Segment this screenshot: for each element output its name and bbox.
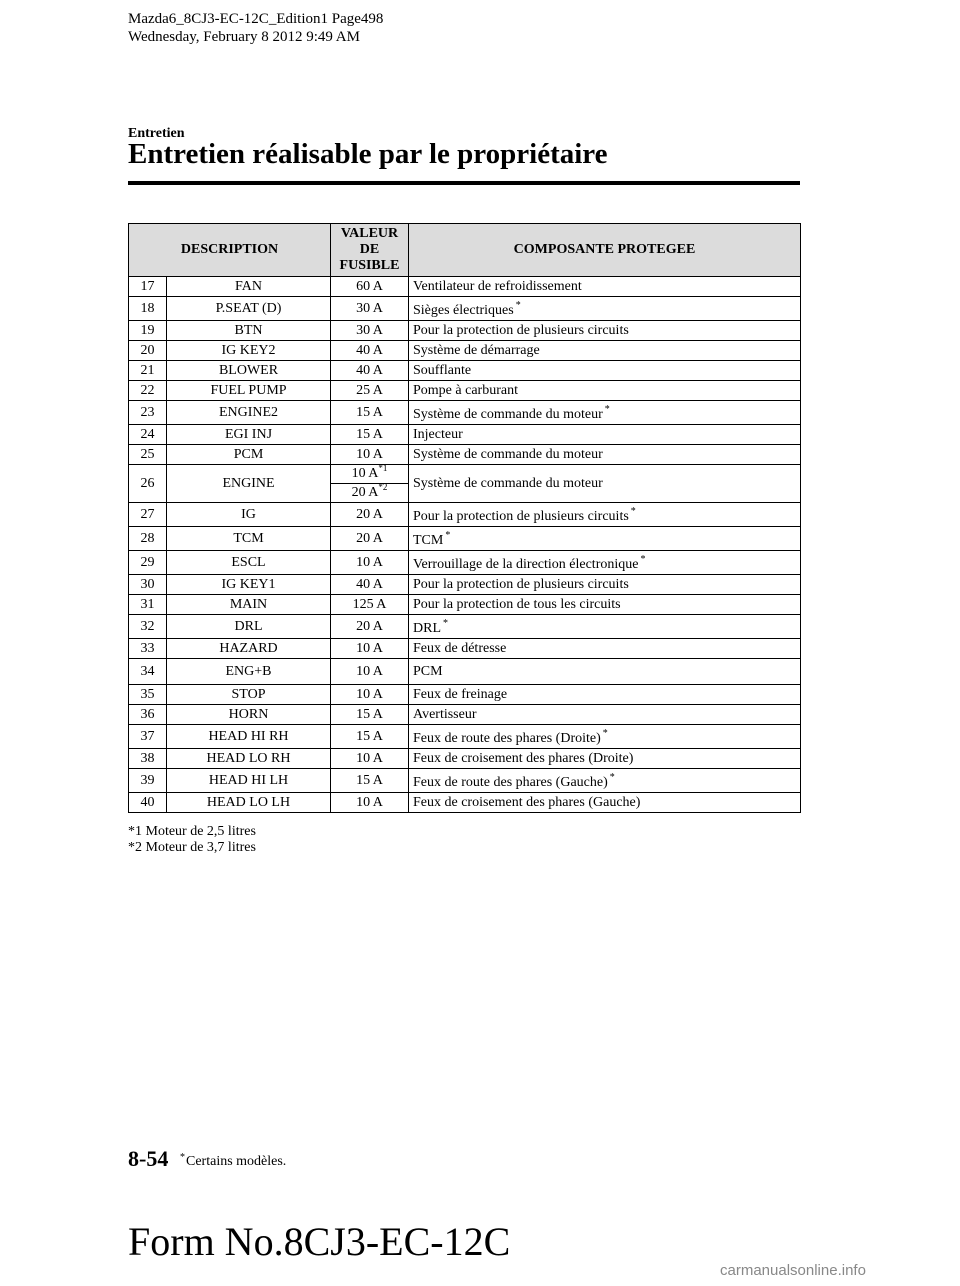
table-row: [129, 659, 801, 685]
protected-component: [409, 725, 801, 749]
print-header-line1: Mazda6_8CJ3-EC-12C_Edition1 Page498: [128, 11, 384, 27]
fuse-description: STOP: [167, 685, 331, 705]
header-description: DESCRIPTION: [129, 224, 331, 277]
fuse-description: DRL: [167, 615, 331, 639]
protected-component-text: Avertisseur: [413, 706, 477, 722]
asterisk-icon: *: [609, 772, 615, 783]
protected-component-text: Pour la protection de plusieurs circuits: [413, 576, 629, 592]
table-row: [129, 595, 801, 615]
form-number: Form No.8CJ3-EC-12C: [128, 1219, 511, 1264]
protected-component: [409, 595, 801, 615]
protected-component: [409, 793, 801, 813]
fuse-description: HEAD LO RH: [167, 749, 331, 769]
fuse-rating: 15 A: [331, 705, 409, 725]
page-note-text: Certains modèles.: [186, 1154, 287, 1169]
watermark: carmanualsonline.info: [720, 1262, 866, 1279]
protected-component: [409, 705, 801, 725]
fuse-number: 32: [129, 615, 167, 639]
table-row: [129, 575, 801, 595]
fuse-description: HEAD LO LH: [167, 793, 331, 813]
fuse-description: FAN: [167, 277, 331, 297]
fuse-number: 37: [129, 725, 167, 749]
section-label: Entretien: [128, 126, 185, 141]
protected-component-text: Pour la protection de plusieurs circuits: [413, 509, 629, 524]
table-row: [129, 503, 801, 527]
table-header-row: [129, 224, 801, 277]
asterisk-icon: *: [604, 404, 610, 415]
protected-component-text: Ventilateur de refroidissement: [413, 278, 582, 294]
page-title: Entretien réalisable par le propriétaire: [128, 138, 608, 170]
footnotes: [128, 824, 256, 856]
fuse-description: P.SEAT (D): [167, 297, 331, 321]
fuse-rating: 30 A: [331, 321, 409, 341]
page-note: [178, 1152, 286, 1170]
table-row: [129, 297, 801, 321]
protected-component: [409, 659, 801, 685]
fuse-number: 19: [129, 321, 167, 341]
protected-component-text: Feux de croisement des phares (Gauche): [413, 794, 641, 810]
fuse-rating: 10 A: [331, 639, 409, 659]
fuse-description: HEAD HI RH: [167, 725, 331, 749]
table-row: [129, 361, 801, 381]
protected-component-text: DRL: [413, 621, 441, 636]
fuse-number: 22: [129, 381, 167, 401]
fuse-number: 28: [129, 527, 167, 551]
fuse-number: 20: [129, 341, 167, 361]
fuse-number: 36: [129, 705, 167, 725]
fuse-description: HEAD HI LH: [167, 769, 331, 793]
fuse-number: 21: [129, 361, 167, 381]
protected-component-text: Feux de freinage: [413, 686, 508, 702]
protected-component: [409, 465, 801, 503]
protected-component-text: Feux de détresse: [413, 640, 507, 656]
table-row: [129, 639, 801, 659]
table-row: [129, 749, 801, 769]
fuse-rating: 40 A: [331, 361, 409, 381]
header-component: COMPOSANTE PROTEGEE: [409, 224, 801, 277]
fuse-rating: 10 A: [331, 659, 409, 685]
fuse-description: HORN: [167, 705, 331, 725]
header-rating-line2: DE: [359, 242, 380, 257]
protected-component: [409, 685, 801, 705]
protected-component-text: Pompe à carburant: [413, 382, 518, 398]
asterisk-icon: *: [445, 530, 451, 541]
fuse-rating: 20 A: [331, 615, 409, 639]
asterisk-icon: *: [443, 618, 448, 629]
title-rule: [128, 181, 800, 185]
protected-component: [409, 321, 801, 341]
protected-component: [409, 297, 801, 321]
header-rating-line3: FUSIBLE: [339, 258, 400, 273]
footnote-1: *1 Moteur de 2,5 litres: [128, 824, 256, 839]
header-rating: [331, 224, 409, 277]
protected-component: [409, 769, 801, 793]
fuse-description: IG: [167, 503, 331, 527]
fuse-description: ENGINE2: [167, 401, 331, 425]
asterisk-icon: *: [602, 728, 608, 739]
fuse-number: 30: [129, 575, 167, 595]
fuse-description: BTN: [167, 321, 331, 341]
footnote-2: *2 Moteur de 3,7 litres: [128, 840, 256, 855]
protected-component-text: Pour la protection de tous les circuits: [413, 596, 621, 612]
protected-component-text: Verrouillage de la direction électronique: [413, 557, 639, 572]
protected-component-text: Injecteur: [413, 426, 463, 442]
fuse-description: ENG+B: [167, 659, 331, 685]
fuse-rating: 15 A: [331, 425, 409, 445]
fuse-description: ESCL: [167, 551, 331, 575]
fuse-rating: 10 A: [331, 551, 409, 575]
fuse-description: IG KEY1: [167, 575, 331, 595]
protected-component: [409, 361, 801, 381]
fuse-number: 31: [129, 595, 167, 615]
table-row: [129, 769, 801, 793]
asterisk-icon: *: [630, 506, 636, 517]
asterisk-icon: *: [515, 300, 521, 311]
fuse-rating: 10 A: [331, 445, 409, 465]
fuse-description: HAZARD: [167, 639, 331, 659]
protected-component: [409, 401, 801, 425]
protected-component-text: Système de démarrage: [413, 342, 540, 358]
fuse-rating: 60 A: [331, 277, 409, 297]
protected-component: [409, 381, 801, 401]
table-row: [129, 725, 801, 749]
fuse-number: 26: [129, 465, 167, 503]
fuse-number: 34: [129, 659, 167, 685]
asterisk-icon: *: [180, 1152, 185, 1163]
fuse-number: 29: [129, 551, 167, 575]
fuse-number: 17: [129, 277, 167, 297]
table-row: [129, 615, 801, 639]
fuse-rating: 10 A: [331, 685, 409, 705]
table-row: [129, 705, 801, 725]
protected-component-text: Feux de route des phares (Droite): [413, 731, 601, 746]
asterisk-icon: *: [640, 554, 646, 565]
protected-component-text: Sièges électriques: [413, 303, 514, 318]
footnote-ref: *2: [378, 482, 388, 492]
fuse-number: 25: [129, 445, 167, 465]
fuse-rating: 15 A: [331, 401, 409, 425]
page-number: 8-54: [128, 1146, 169, 1171]
protected-component: [409, 341, 801, 361]
fuse-table: [128, 223, 801, 813]
fuse-description: FUEL PUMP: [167, 381, 331, 401]
fuse-rating-variant: [331, 484, 408, 502]
fuse-description: PCM: [167, 445, 331, 465]
protected-component-text: Pour la protection de plusieurs circuits: [413, 322, 629, 338]
fuse-rating: 15 A: [331, 769, 409, 793]
protected-component: [409, 425, 801, 445]
protected-component: [409, 551, 801, 575]
fuse-rating: 125 A: [331, 595, 409, 615]
table-row: [129, 277, 801, 297]
table-row: [129, 551, 801, 575]
fuse-rating-split: [331, 465, 409, 503]
protected-component: [409, 277, 801, 297]
table-row: [129, 527, 801, 551]
table-row: [129, 793, 801, 813]
table-row: [129, 321, 801, 341]
protected-component-text: Système de commande du moteur: [413, 446, 603, 462]
fuse-rating: 20 A: [331, 503, 409, 527]
protected-component: [409, 639, 801, 659]
fuse-rating: 20 A: [331, 527, 409, 551]
fuse-description: TCM: [167, 527, 331, 551]
fuse-rating-variant: [331, 465, 408, 484]
fuse-number: 33: [129, 639, 167, 659]
fuse-number: 35: [129, 685, 167, 705]
fuse-rating: 40 A: [331, 575, 409, 595]
fuse-rating-value: 10 A: [351, 466, 379, 481]
protected-component-text: TCM: [413, 533, 444, 548]
fuse-rating: 10 A: [331, 749, 409, 769]
protected-component-text: PCM: [413, 663, 443, 679]
fuse-number: 18: [129, 297, 167, 321]
protected-component: [409, 503, 801, 527]
fuse-description: ENGINE: [167, 465, 331, 503]
table-row: [129, 401, 801, 425]
protected-component: [409, 527, 801, 551]
table-row: [129, 425, 801, 445]
fuse-table-body: [129, 277, 801, 813]
fuse-rating: 25 A: [331, 381, 409, 401]
fuse-description: EGI INJ: [167, 425, 331, 445]
fuse-rating: 30 A: [331, 297, 409, 321]
footnote-ref: *1: [378, 463, 388, 473]
print-header-line2: Wednesday, February 8 2012 9:49 AM: [128, 29, 360, 45]
fuse-rating: 15 A: [331, 725, 409, 749]
fuse-rating: 40 A: [331, 341, 409, 361]
protected-component-text: Système de commande du moteur: [413, 407, 603, 422]
protected-component: [409, 445, 801, 465]
fuse-number: 40: [129, 793, 167, 813]
protected-component-text: Système de commande du moteur: [413, 475, 603, 491]
table-row: [129, 381, 801, 401]
table-row: [129, 685, 801, 705]
table-row: [129, 341, 801, 361]
protected-component: [409, 575, 801, 595]
print-header: [128, 10, 383, 46]
fuse-description: BLOWER: [167, 361, 331, 381]
table-row: [129, 445, 801, 465]
fuse-rating: 10 A: [331, 793, 409, 813]
fuse-number: 38: [129, 749, 167, 769]
protected-component-text: Soufflante: [413, 362, 472, 378]
protected-component-text: Feux de croisement des phares (Droite): [413, 750, 634, 766]
protected-component-text: Feux de route des phares (Gauche): [413, 775, 608, 790]
table-row: [129, 465, 801, 503]
protected-component: [409, 749, 801, 769]
fuse-number: 23: [129, 401, 167, 425]
fuse-number: 39: [129, 769, 167, 793]
header-rating-line1: VALEUR: [340, 226, 399, 241]
protected-component: [409, 615, 801, 639]
fuse-description: IG KEY2: [167, 341, 331, 361]
fuse-rating-value: 20 A: [351, 485, 379, 500]
fuse-description: MAIN: [167, 595, 331, 615]
fuse-number: 27: [129, 503, 167, 527]
fuse-number: 24: [129, 425, 167, 445]
